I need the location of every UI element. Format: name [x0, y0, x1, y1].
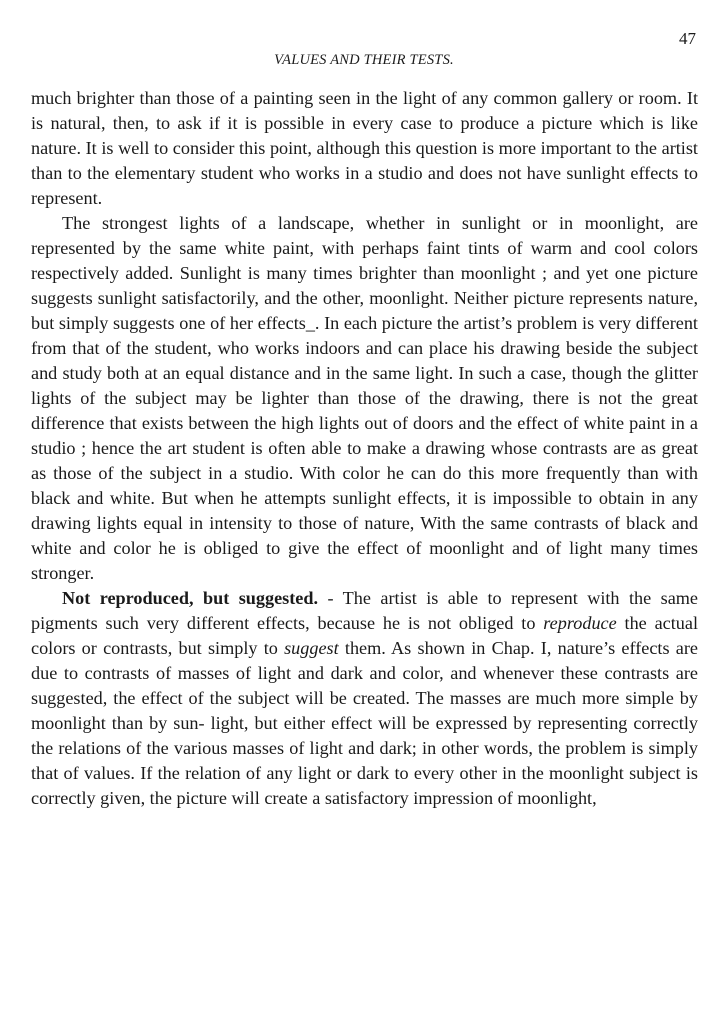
- emphasis-suggest: suggest: [284, 638, 339, 658]
- paragraph-text-part: them. As shown in Chap. I, nature’s effects are due to contrasts of masses of light and dark and color, and whenever these contrasts are suggested, the effect of the subject will be created. The masses are much more simple by moonlight than by sun- light, but either effect will be expressed by representing correctly the relations of the various masses of light and dark; in other words, the problem is simply that of values. If the relation of any light or dark to every other in the moonlight subject is correctly given, the picture will create a satisfactory impression of moonlight,: [31, 638, 698, 808]
- paragraph-not-reproduced: [31, 586, 698, 811]
- body-text: [31, 86, 698, 811]
- paragraph-text-part: the actual colors or contrasts, but simply to: [31, 613, 698, 658]
- paragraph-text-part: - The artist is able to represent with the same pigments such very different effects, because he is not obliged to: [31, 588, 699, 633]
- run-in-heading: Not reproduced, but suggested.: [62, 588, 319, 608]
- running-head: VALUES AND THEIR TESTS.: [274, 52, 454, 68]
- paragraph-continuation: much brighter than those of a painting seen in the light of any common gallery or room. It is natural, then, to ask if it is possible in every case to produce a picture which is like nature. It is well to consider this point, although this question is more important to the artist than to the elementary student who works in a studio and does not have sunlight effects to represent.: [31, 88, 698, 208]
- page-number: 47: [679, 29, 696, 48]
- emphasis-reproduce: reproduce: [543, 613, 617, 633]
- paragraph-strongest-lights: The strongest lights of a landscape, whether in sunlight or in moonlight, are represented by the same white paint, with perhaps faint tints of warm and cool colors respectively added. Sunlight is many times brighter than moonlight ; and yet one picture suggests sunlight satisfactorily, and the other, moonlight. Neither picture represents nature, but simply suggests one of her effects_. In each picture the artist’s problem is very different from that of the student, who works indoors and can place his drawing beside the subject and study both at an equal distance and in the same light. In such a case, though the glitter lights of the subject may be lighter than those of the drawing, there is not the great difference that exists between the high lights out of doors and the effect of white paint in a studio ; hence the art student is often able to make a drawing whose contrasts are as great as those of the subject in a studio. With color he can do this more frequently than with black and white. But when he attempts sunlight effects, it is impossible to obtain in any drawing lights equal in intensity to those of nature, With the same contrasts of black and white and color he is obliged to give the effect of moonlight and of light many times stronger.: [31, 213, 698, 583]
